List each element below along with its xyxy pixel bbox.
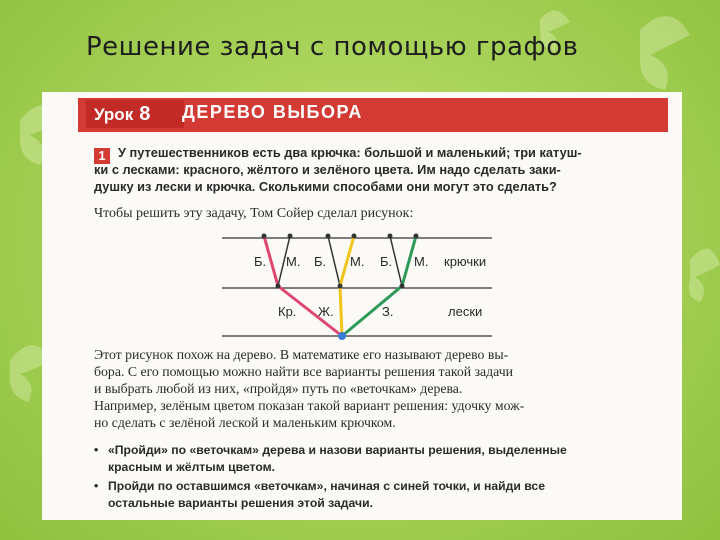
- tree-node: [400, 284, 405, 289]
- lesson-number: 8: [139, 103, 151, 125]
- explanation-line: и выбрать любой из них, «пройдя» путь по «веточкам» дерева.: [94, 381, 463, 396]
- exercise-item: [94, 442, 670, 475]
- hook-label: Б.: [254, 254, 267, 269]
- explanation-text: [94, 346, 670, 431]
- task-number-badge: 1: [94, 148, 110, 164]
- task-line: душку из лески и крючка. Сколькими способами они могут это сделать?: [94, 179, 557, 194]
- explanation-line: но сделать с зелёной леской и маленьким крючком.: [94, 415, 396, 430]
- hook-label: Б.: [380, 254, 393, 269]
- branch-yellow-root: [340, 286, 342, 336]
- explanation-line: Этот рисунок похож на дерево. В математике его называют дерево вы-: [94, 347, 509, 362]
- lesson-label: Урок: [94, 105, 134, 124]
- exercise-item: [94, 478, 670, 511]
- root-node-blue: [338, 332, 346, 340]
- exercise-line: • Пройди по оставшимся «веточкам», начиная с синей точки, и найди все: [108, 479, 545, 493]
- task-line: У путешественников есть два крючка: большой и маленький; три катуш-: [118, 145, 582, 160]
- textbook-page: [42, 92, 682, 520]
- exercise-list: [94, 442, 670, 514]
- hook-label: М.: [286, 254, 301, 269]
- intro-text: Чтобы решить эту задачу, Том Сойер сделал рисунок:: [94, 206, 414, 221]
- task-line: ки с лесками: красного, жёлтого и зелёного цвета. Им надо сделать заки-: [94, 162, 561, 177]
- slide-title: Решение задач с помощью графов: [86, 32, 579, 62]
- line-label: З.: [382, 304, 394, 319]
- explanation-line: Например, зелёным цветом показан такой вариант решения: удочку мож-: [94, 398, 525, 413]
- line-label: Ж.: [318, 304, 334, 319]
- hook-label: М.: [414, 254, 429, 269]
- tree-node: [276, 284, 281, 289]
- explanation-line: бора. С его помощью можно найти все варианты решения такой задачи: [94, 364, 514, 379]
- hooks-caption: крючки: [444, 254, 487, 269]
- tree-node: [414, 234, 419, 239]
- lesson-title: ДЕРЕВО ВЫБОРА: [182, 102, 363, 122]
- tree-node: [262, 234, 267, 239]
- branch-yellow-big: [328, 236, 340, 286]
- exercise-line: остальные варианты решения этой задачи.: [108, 495, 373, 510]
- tree-node: [352, 234, 357, 239]
- lines-caption: лески: [448, 304, 483, 319]
- line-label: Кр.: [278, 304, 297, 319]
- exercise-line: • «Пройди» по «веточкам» дерева и назови варианты решения, выделенные: [108, 443, 567, 457]
- hook-label: М.: [350, 254, 365, 269]
- tree-node: [338, 284, 343, 289]
- tree-node: [326, 234, 331, 239]
- tree-node: [388, 234, 393, 239]
- hook-label: Б.: [314, 254, 327, 269]
- tree-node: [288, 234, 293, 239]
- exercise-line: красным и жёлтым цветом.: [108, 459, 276, 474]
